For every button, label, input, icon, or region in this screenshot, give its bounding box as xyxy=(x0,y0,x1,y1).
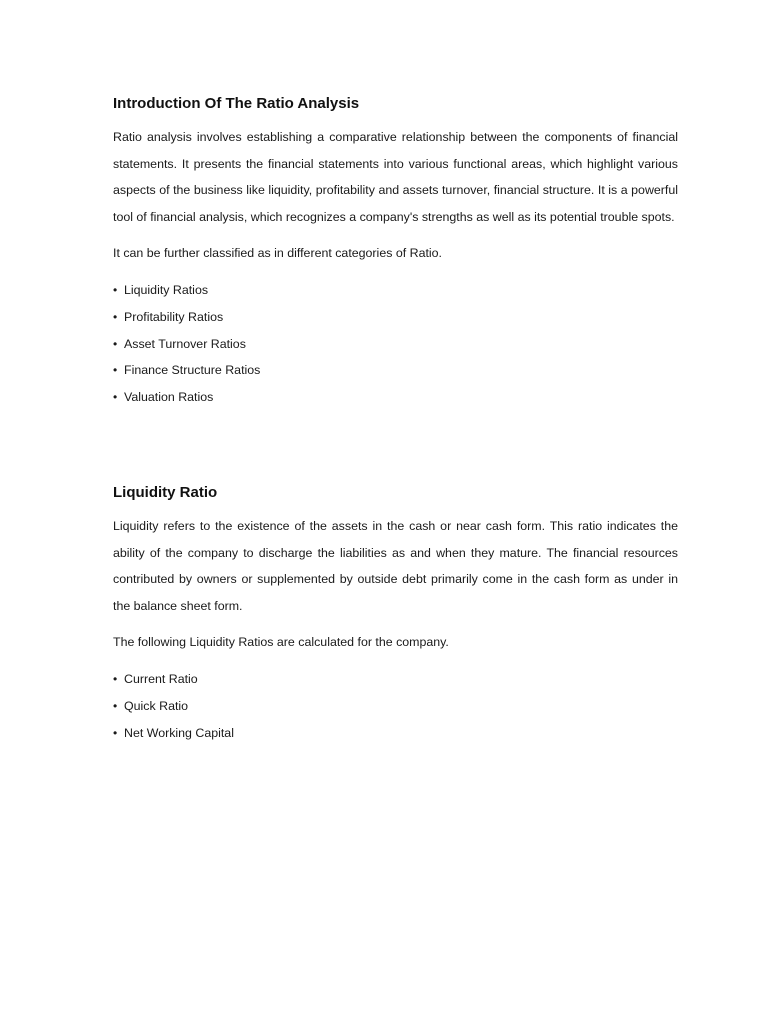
ratio-categories-list xyxy=(113,277,678,411)
intro-heading: Introduction Of The Ratio Analysis xyxy=(113,95,360,112)
list-item: • Quick Ratio xyxy=(113,693,678,720)
list-item: • Valuation Ratios xyxy=(113,384,678,411)
liquidity-section xyxy=(113,482,678,746)
liquidity-ratios-list xyxy=(113,666,678,746)
liquidity-lead-text: The following Liquidity Ratios are calculated for the company. xyxy=(113,635,449,650)
intro-lead-text: It can be further classified as in different categories of Ratio. xyxy=(113,246,442,261)
list-item: • Current Ratio xyxy=(113,666,678,693)
list-item: • Finance Structure Ratios xyxy=(113,357,678,384)
list-item: • Asset Turnover Ratios xyxy=(113,331,678,358)
list-item: • Liquidity Ratios xyxy=(113,277,678,304)
list-item: • Net Working Capital xyxy=(113,720,678,747)
liquidity-heading: Liquidity Ratio xyxy=(113,484,218,501)
intro-section xyxy=(113,93,678,411)
liquidity-paragraph: Liquidity refers to the existence of the assets in the cash or near cash form. This ratio indicates the ability of the company to discharge the liabilities as and when they mature. The financial resources contributed by owners or supplemented by outside debt primarily come in the cash form as under in the balance sheet form. xyxy=(113,519,678,613)
list-item: • Profitability Ratios xyxy=(113,304,678,331)
intro-paragraph: Ratio analysis involves establishing a comparative relationship between the components of financial statements. It presents the financial statements into various functional areas, which highlight various aspects of the business like liquidity, profitability and assets turnover, financial structure. It is a powerful tool of financial analysis, which recognizes a company's strengths as well as its potential trouble spots. xyxy=(113,130,678,224)
